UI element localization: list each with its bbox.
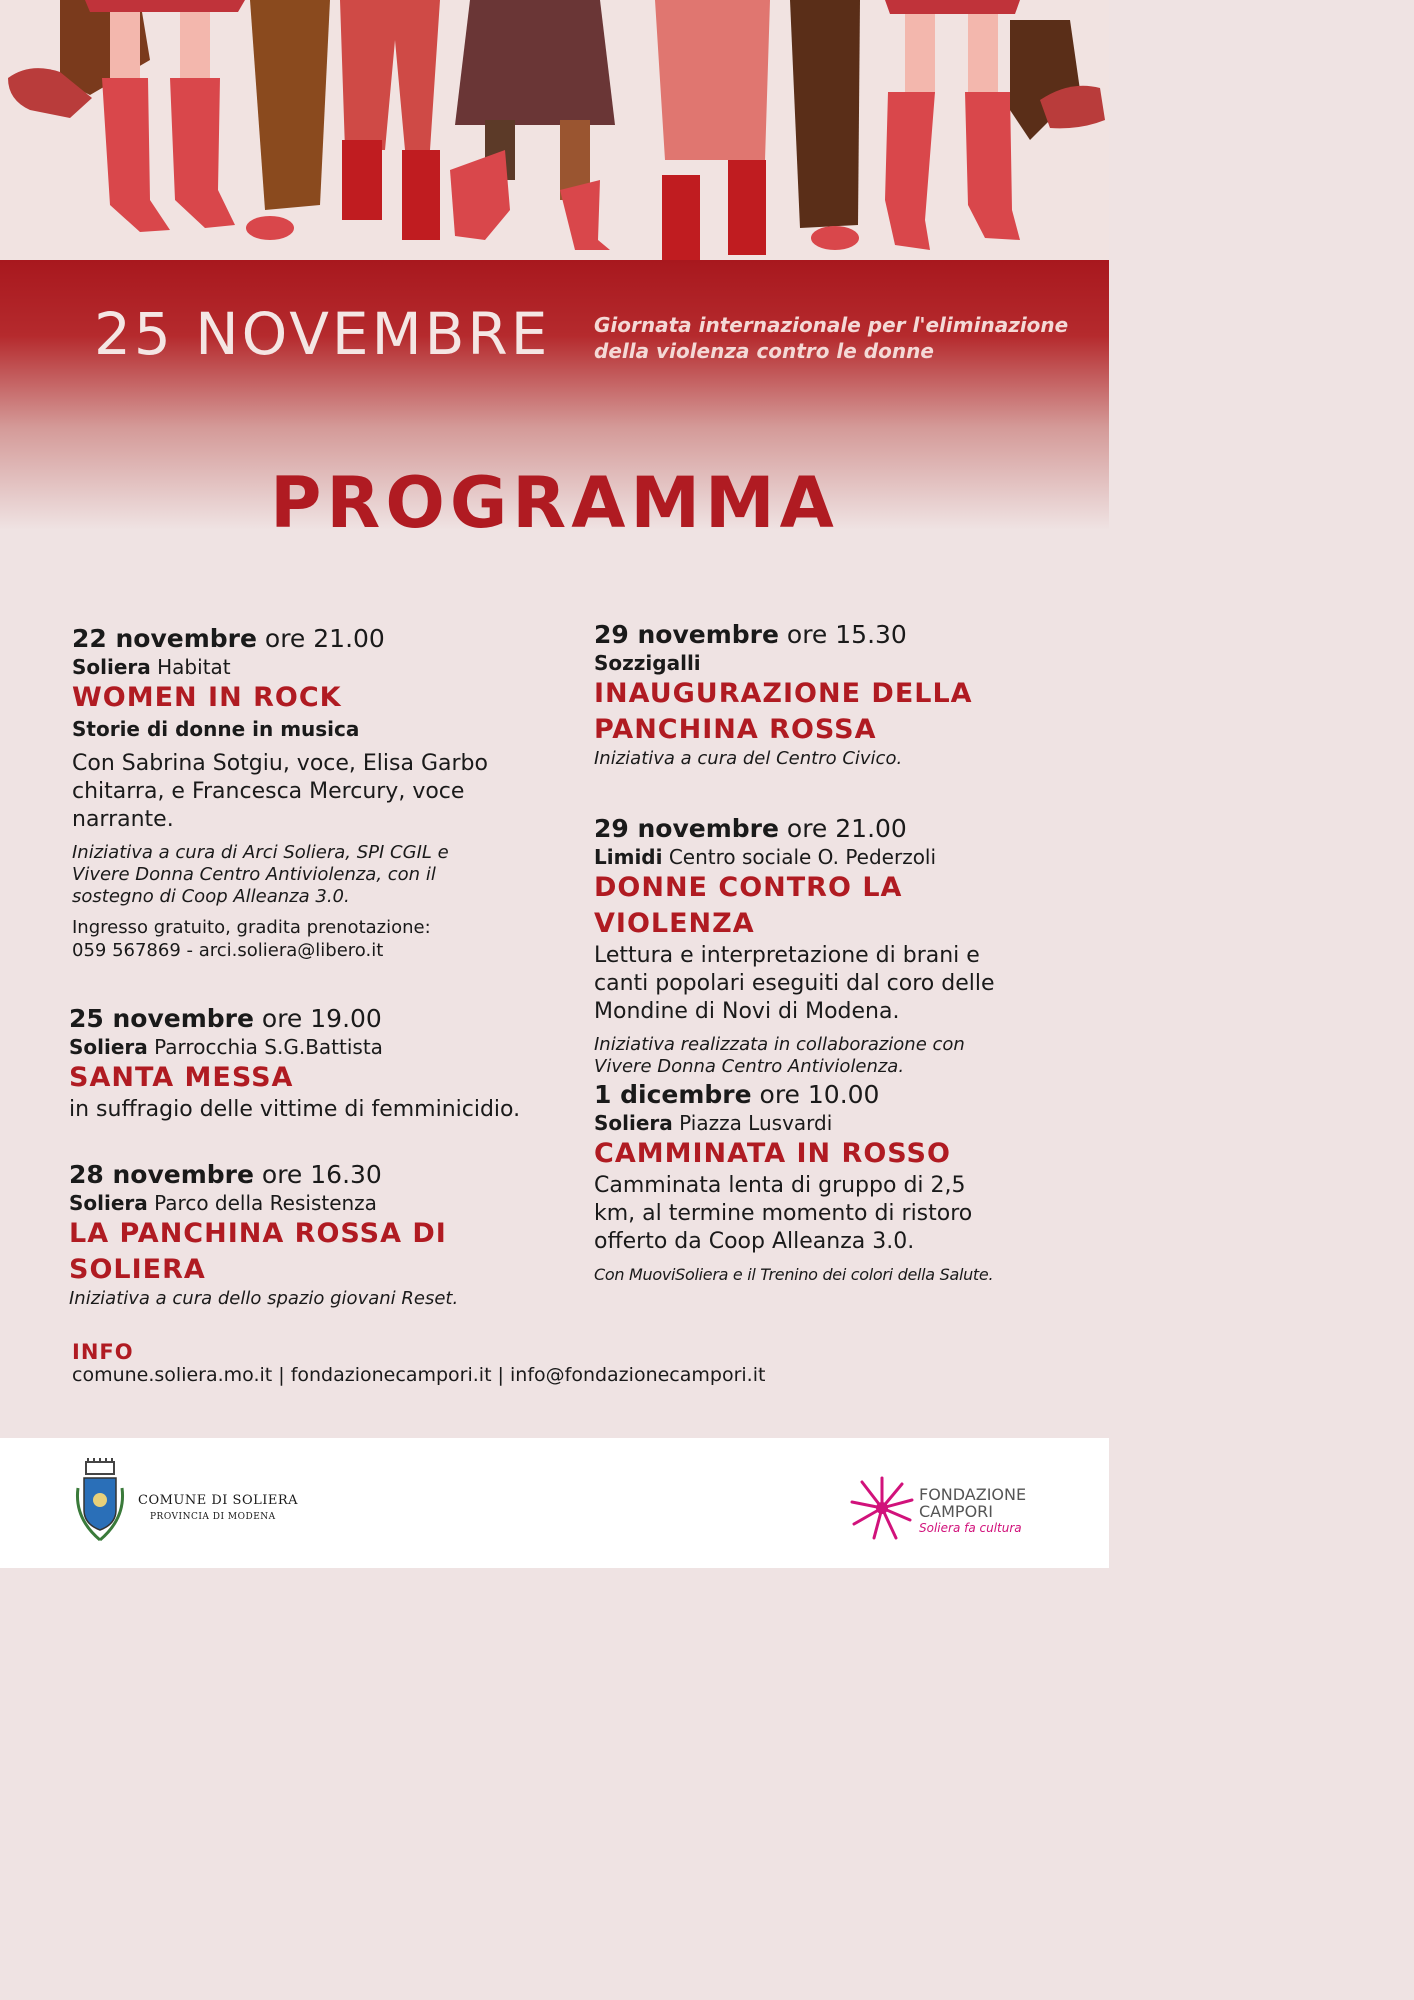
comune-label: COMUNE DI SOLIERA PROVINCIA DI MODENA bbox=[138, 1493, 299, 1522]
hero-illustration bbox=[0, 0, 1109, 262]
event-title: SANTA MESSA bbox=[69, 1062, 294, 1093]
legs-illustration-icon bbox=[0, 0, 1109, 262]
event-note: Con MuoviSoliera e il Trenino dei colori della Salute. bbox=[594, 1265, 994, 1284]
footer bbox=[0, 1438, 1109, 1568]
event-where: Soliera Habitat bbox=[72, 655, 231, 679]
event-when: 29 novembre ore 21.00 bbox=[594, 814, 907, 843]
subtitle-line-2: della violenza contro le donne bbox=[594, 339, 934, 363]
event-title: LA PANCHINA ROSSA DI SOLIERA bbox=[69, 1218, 447, 1285]
event-title: DONNE CONTRO LA VIOLENZA bbox=[594, 872, 903, 939]
event-description: Lettura e interpretazione di brani e canti popolari eseguiti dal coro delle Mondine di Novi di Modena. bbox=[594, 943, 995, 1024]
event-subtitle: Storie di donne in musica bbox=[72, 717, 360, 741]
fondazione-label: FONDAZIONE CAMPORI Soliera fa cultura bbox=[919, 1485, 1027, 1535]
event-description: in suffragio delle vittime di femminicidio. bbox=[69, 1097, 521, 1122]
event-note: Iniziativa a cura di Arci Soliera, SPI CGIL e Vivere Donna Centro Antiviolenza, con il sostegno di Coop Alleanza 3.0. bbox=[72, 842, 449, 907]
event-subtitle bbox=[594, 312, 1068, 364]
event-where: Soliera Parrocchia S.G.Battista bbox=[69, 1035, 383, 1059]
event-note: Iniziativa a cura dello spazio giovani Reset. bbox=[69, 1288, 459, 1309]
info-heading: INFO bbox=[72, 1340, 134, 1364]
event-title: WOMEN IN ROCK bbox=[72, 682, 342, 713]
event-description: Camminata lenta di gruppo di 2,5 km, al termine momento di ristoro offerto da Coop Alleanza 3.0. bbox=[594, 1173, 973, 1254]
event-donne-contro-violenza bbox=[594, 814, 1064, 1078]
event-women-in-rock bbox=[72, 624, 552, 962]
event-when: 22 novembre ore 21.00 bbox=[72, 624, 385, 653]
event-title: CAMMINATA IN ROSSO bbox=[594, 1138, 951, 1169]
event-where: Limidi Centro sociale O. Pederzoli bbox=[594, 845, 937, 869]
fondazione-starburst-icon bbox=[850, 1476, 914, 1540]
event-description: Con Sabrina Sotgiu, voce, Elisa Garbo chitarra, e Francesca Mercury, voce narrante. bbox=[72, 751, 488, 832]
event-note: Iniziativa realizzata in collaborazione con Vivere Donna Centro Antiviolenza. bbox=[594, 1034, 965, 1077]
event-when: 25 novembre ore 19.00 bbox=[69, 1004, 382, 1033]
event-when: 29 novembre ore 15.30 bbox=[594, 620, 907, 649]
program-title: PROGRAMMA bbox=[270, 462, 839, 544]
comune-crest-icon bbox=[72, 1458, 128, 1544]
event-date-heading: 25 NOVEMBRE bbox=[94, 300, 551, 368]
event-title: INAUGURAZIONE DELLA PANCHINA ROSSA bbox=[594, 678, 973, 745]
event-camminata-in-rosso bbox=[594, 1080, 1064, 1286]
info-links[interactable]: comune.soliera.mo.it | fondazionecampori.it | info@fondazionecampori.it bbox=[72, 1364, 766, 1386]
event-note: Iniziativa a cura del Centro Civico. bbox=[594, 748, 903, 769]
event-santa-messa bbox=[69, 1004, 549, 1124]
event-inaugurazione-panchina bbox=[594, 620, 1064, 770]
event-where: Soliera Parco della Resistenza bbox=[69, 1191, 377, 1215]
event-where: Sozzigalli bbox=[594, 651, 701, 675]
event-panchina-soliera bbox=[69, 1160, 549, 1310]
event-booking-info: Ingresso gratuito, gradita prenotazione: 059 567869 - arci.soliera@libero.it bbox=[72, 917, 431, 961]
event-when: 1 dicembre ore 10.00 bbox=[594, 1080, 880, 1109]
event-when: 28 novembre ore 16.30 bbox=[69, 1160, 382, 1189]
event-where: Soliera Piazza Lusvardi bbox=[594, 1111, 833, 1135]
subtitle-line-1: Giornata internazionale per l'eliminazione bbox=[594, 313, 1069, 337]
